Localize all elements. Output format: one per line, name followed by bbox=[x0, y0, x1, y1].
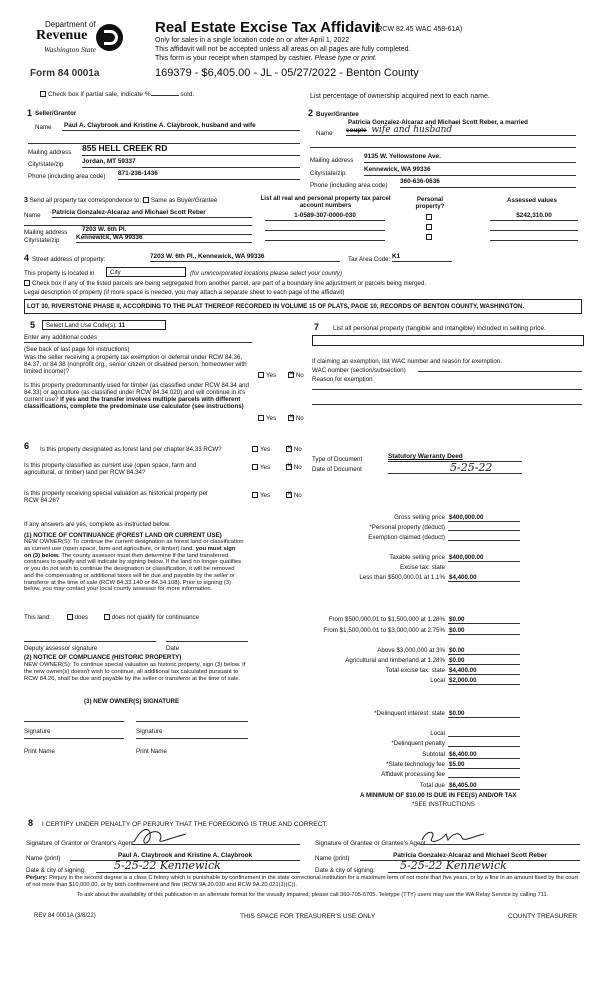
doc-date-label: Date of Document bbox=[312, 466, 362, 473]
gross-value[interactable]: $400,000.00 bbox=[448, 514, 520, 522]
buyer-name-line1: Patricia Gonzalez-Alcaraz and Michael Scott Reber, a married bbox=[348, 119, 528, 126]
footer-county-treasurer: COUNTY TREASURER bbox=[508, 913, 578, 920]
tier2-value[interactable]: $0.00 bbox=[448, 616, 520, 624]
additional-codes-field[interactable] bbox=[24, 338, 252, 343]
grantor-sig-label: Signature of Grantor or Grantor's Agent bbox=[26, 840, 134, 847]
perjury-notice: Perjury: Perjury in the second degree is a class C felony which is punishable by confinement in the state correctional institution for a maximum term of not more than five years, or by a fine in an amount fixed by the court of not more than $10,000.00, or by both confinement and fine (RCW 9A.20.030 and RCW 9A.20.021(1)(C)). bbox=[26, 875, 578, 888]
total-state-row: Total excise tax: state $4,400.00 bbox=[300, 667, 520, 675]
current-use-yes-checkbox[interactable] bbox=[252, 464, 258, 470]
ada-notice: To ask about the availability of this publication in an alternate format for the visually impaired, please call 360-705-6705. Teletype (TTY) users may use the WA Relay Service by calling 711. bbox=[76, 892, 549, 898]
section-4-number: 4 bbox=[24, 253, 30, 263]
total-state-value[interactable]: $4,400.00 bbox=[448, 667, 520, 675]
gross-row: Gross selling price $400,000.00 bbox=[300, 514, 520, 522]
buyer-phone-field[interactable]: 360-636-0636 bbox=[400, 178, 576, 188]
notice-1-title: (1) NOTICE OF CONTINUANCE (FOREST LAND OR CURRENT USE) bbox=[24, 532, 222, 539]
excise-state-row: Excise tax: state bbox=[399, 564, 445, 571]
corr-city-field[interactable]: Kennewick, WA 99336 bbox=[76, 234, 252, 243]
local2-value[interactable] bbox=[448, 730, 520, 737]
timber-yes-checkbox[interactable] bbox=[258, 415, 264, 421]
seller-phone-label: Phone (including area code) bbox=[28, 173, 106, 180]
personal-checkbox-3[interactable] bbox=[426, 234, 432, 240]
additional-codes-label: Enter any additional codes bbox=[24, 334, 97, 341]
buyer-title: Buyer/Grantee bbox=[316, 111, 359, 118]
section-5-number: 5 bbox=[30, 320, 36, 330]
current-use-question: Is this property classified as current use (open space, farm and agricultural, or timber) land per RCW 84.34? bbox=[24, 462, 197, 477]
assessed-field-3[interactable] bbox=[490, 234, 578, 241]
personal-property-field[interactable] bbox=[312, 335, 584, 346]
parcel-field-3[interactable] bbox=[265, 234, 385, 241]
grantee-signature-scribble bbox=[418, 826, 488, 848]
rcw-reference: (RCW 82.45 WAC 458-61A) bbox=[375, 26, 463, 33]
tier4-row: Above $3,000,000 at 3% $0.00 bbox=[300, 647, 520, 655]
delinq-penalty-value[interactable] bbox=[448, 740, 520, 747]
ag-row: Agricultural and timberland at 1.28% $0.00 bbox=[300, 657, 520, 665]
minimum-note: A MINIMUM OF $10.00 IS DUE IN FEE(S) AND/OR TAX bbox=[360, 792, 517, 799]
subtitle-2: This affidavit will not be accepted unless all areas on all pages are fully completed. bbox=[155, 46, 411, 53]
current-use-answers: Yes ✕ No bbox=[252, 464, 302, 471]
buyer-name-label: Name bbox=[316, 130, 333, 137]
deputy-label: Deputy assessor signature bbox=[24, 645, 98, 652]
grantor-signature-scribble bbox=[130, 824, 190, 848]
subtitle-1: Only for sales in a single location code on or after April 1, 2022 bbox=[155, 37, 350, 44]
forest-no-checkbox[interactable] bbox=[286, 446, 292, 452]
local-value[interactable]: $2,000.00 bbox=[448, 677, 520, 685]
subtitle-3: This form is your receipt when stamped by cashier. Please type or print. bbox=[155, 55, 377, 62]
washington-state-text: Washington State bbox=[44, 45, 97, 54]
buyer-city-field[interactable]: Kennewick, WA 99336 bbox=[364, 166, 576, 176]
affidavit-fee-value[interactable] bbox=[448, 771, 520, 778]
partial-sale-row: Check box if partial sale, indicate % sold. bbox=[40, 91, 194, 98]
personal-deduct-value[interactable] bbox=[448, 524, 520, 531]
seller-name-field[interactable]: Paul A. Claybrook and Kristine A. Claybrook, husband and wife bbox=[62, 122, 300, 131]
corr-blank-line[interactable] bbox=[24, 219, 252, 226]
personal-deduct-row: *Personal property (deduct) bbox=[300, 524, 520, 531]
tax-area-field[interactable]: K1 bbox=[392, 253, 452, 262]
signature-label-1: Signature bbox=[24, 728, 51, 735]
personal-property-heading: Personal property? bbox=[415, 196, 445, 211]
location-select[interactable]: City bbox=[106, 267, 186, 277]
legal-description-field[interactable]: LOT 30, RIVERSTONE PHASE II, ACCORDING TO THE PLAT THEREOF RECORDED IN VOLUME 15 OF PLATS, PAGE 10, RECORDS OF BENTON COUNTY, WASHINGTON. bbox=[24, 299, 582, 314]
tier3-row: From $1,500,000.01 to $3,000,000 at 2.75% $0.00 bbox=[300, 627, 520, 635]
grantor-name-field[interactable]: Paul A. Claybrook and Kristine A. Claybrook bbox=[70, 852, 300, 861]
historic-no-checkbox[interactable] bbox=[286, 492, 292, 498]
personal-property-label: List all personal property (tangible and intangible) included in selling price. bbox=[333, 325, 546, 332]
revenue-text: Revenue bbox=[36, 28, 88, 43]
taxable-row: Taxable selling price $400,000.00 bbox=[300, 554, 520, 562]
tax-area-label: Tax Area Code: bbox=[348, 256, 391, 263]
certify-text: I CERTIFY UNDER PENALTY OF PERJURY THAT THE FOREGOING IS TRUE AND CORRECT. bbox=[42, 821, 328, 828]
grantee-name-field[interactable]: Patricia Gonzalez-Alcaraz and Michael Scott Reber bbox=[360, 852, 580, 861]
parcel-heading: List all real and personal property tax parcel account numbers bbox=[260, 195, 391, 210]
tier4-value[interactable]: $0.00 bbox=[448, 647, 520, 655]
section-8-number: 8 bbox=[28, 818, 34, 828]
reason-line-1[interactable] bbox=[312, 383, 582, 390]
doc-date-field[interactable]: 5-25-22 bbox=[388, 462, 522, 474]
delinq-state-row: *Delinquent interest: state $0.00 bbox=[300, 710, 520, 718]
assessor-signature-field[interactable] bbox=[24, 636, 156, 642]
parcel-field-1[interactable]: 1-0589-307-0000-030 bbox=[265, 212, 385, 221]
doc-type-field[interactable]: Statutory Warranty Deed bbox=[388, 453, 522, 462]
personal-checkboxes bbox=[426, 213, 434, 243]
subtotal-value[interactable]: $6,400.00 bbox=[448, 751, 520, 759]
seller-name-label: Name bbox=[35, 124, 52, 131]
grantee-name-label: Name (print) bbox=[315, 855, 350, 862]
exemption-deduct-row: Exemption claimed (deduct) bbox=[300, 534, 520, 541]
timber-question: Is this property predominantly used for timber (as classified under RCW 84.34 and 84.33) or agriculture (as classified under RCW 84.34.020) and will continue in it's current use? If yes and the transfer involves multiple parcels with different classifications, complete the predominate use calculator (see instructions) bbox=[24, 382, 249, 411]
segregation-checkbox[interactable] bbox=[24, 280, 30, 286]
owner-print-line-1[interactable] bbox=[24, 734, 124, 739]
buyer-mail-label: Mailing address bbox=[310, 157, 354, 164]
buyer-phone-label: Phone (including area code) bbox=[310, 182, 388, 189]
located-note: (for unincorporated locations please select your county) bbox=[190, 270, 343, 277]
buyer-name-field[interactable]: couple wife and husband bbox=[346, 125, 576, 136]
grantor-name-label: Name (print) bbox=[26, 855, 61, 862]
signature-label-2: Signature bbox=[136, 728, 163, 735]
timber-answers: Yes ✕ No bbox=[258, 415, 304, 422]
seller-phone-field[interactable]: 871-236-1436 bbox=[118, 170, 300, 180]
corr-name-label: Name bbox=[24, 212, 41, 219]
assessed-field-1[interactable]: $242,310.00 bbox=[490, 212, 578, 221]
notice-1-body: NEW OWNER(S): To continue the current designation as forest land or classification as current use (open space, farm and agriculture, or timber) land, you must sign on (3) below. The county assessor must then determine if the land transferred continues to qualify and will indicate by signing below. If the land no longer qualifies or you do not wish to continue the designation or classification, it will be removed and the compensating or additional taxes will be due and payable by the seller or transferor at the time of sale (RCW 84.33.140 or 84.34.108). Prior to signing (3) below, you may contact your local county assessor for more information. bbox=[24, 539, 244, 593]
tier1-row: Less than $500,000.01 at 1.1% $4,400.00 bbox=[300, 574, 520, 582]
timber-no-checkbox[interactable] bbox=[288, 415, 294, 421]
total-due-row: Total due $6,405.00 bbox=[300, 782, 520, 790]
grantor-date-label: Date & city of signing: bbox=[26, 867, 86, 874]
segregation-row: Check box if any of the listed parcels are being segregated from another parcel, are part of a boundary line adjustment or parcels being merged. bbox=[24, 280, 426, 287]
corr-city-label: City/state/zip bbox=[24, 237, 60, 244]
taxable-value[interactable]: $400,000.00 bbox=[448, 554, 520, 562]
any-yes-note: If any answers are yes, complete as instructed below. bbox=[24, 521, 171, 528]
exemption-deduct-value[interactable] bbox=[448, 534, 520, 541]
street-label: Street address of property: bbox=[32, 256, 106, 263]
forest-answers: Yes ✕ No bbox=[252, 446, 302, 453]
seller-mail-field[interactable]: 855 HELL CREEK RD bbox=[82, 144, 300, 156]
forest-question: Is this property designated as forest land per chapter 84.33 RCW? bbox=[40, 446, 222, 453]
tech-fee-value[interactable]: $5.00 bbox=[448, 761, 520, 769]
assessed-heading: Assessed values bbox=[507, 197, 557, 204]
grantee-sig-label: Signature of Grantee or Grantee's Agent bbox=[315, 840, 426, 847]
exemption-answers: Yes ✕ No bbox=[258, 372, 304, 379]
dept-of-text: Department of bbox=[45, 20, 96, 29]
local2-row: Local bbox=[300, 730, 520, 737]
same-as-buyer-checkbox[interactable] bbox=[143, 197, 149, 203]
section-6-number: 6 bbox=[24, 441, 30, 451]
cashier-stamp: 169379 - $6,405.00 - JL - 05/27/2022 - Benton County bbox=[155, 67, 419, 79]
historic-answers: Yes ✕ No bbox=[252, 492, 302, 499]
footer-treasurer-use: THIS SPACE FOR TREASURER'S USE ONLY bbox=[240, 913, 376, 920]
tech-fee-row: *State technology fee $5.00 bbox=[300, 761, 520, 769]
grantee-date-label: Date & city of signing: bbox=[315, 867, 375, 874]
total-due-value[interactable]: $6,405.00 bbox=[448, 782, 520, 790]
section-2-number: 2 bbox=[308, 108, 314, 118]
print-name-label-2: Print Name bbox=[136, 748, 167, 755]
section-1-number: 1 bbox=[27, 108, 33, 118]
located-label: This property is located in bbox=[24, 270, 95, 277]
buyer-blank-line[interactable] bbox=[310, 140, 576, 148]
personal-checkbox-1[interactable] bbox=[426, 214, 432, 220]
tier3-value[interactable]: $0.00 bbox=[448, 627, 520, 635]
does-qualify-checkbox[interactable] bbox=[67, 614, 73, 620]
ownership-note: List percentage of ownership acquired next to each name. bbox=[310, 93, 490, 100]
assessed-field-2[interactable] bbox=[490, 224, 578, 231]
section-7-number: 7 bbox=[314, 322, 320, 332]
reason-label: Reason for exemption bbox=[312, 376, 373, 383]
notice-2-body: NEW OWNER(S): To continue special valuation as historic property, sign (3) below. If the new owner(s) doesn't wish to continue, all additional tax calculated pursuant to RCW 84.26, shall be due and payable by the seller or transferor at the time of sale. bbox=[24, 662, 246, 682]
seller-city-field[interactable]: Jordan, MT 59337 bbox=[82, 158, 300, 168]
corr-mail-label: Mailing address bbox=[24, 229, 68, 236]
tier2-row: From $500,000.01 to $1,500,000 at 1.28% $0.00 bbox=[300, 616, 520, 624]
historic-question: Is this property receiving special valuation as historical property per RCW 84.26? bbox=[24, 490, 208, 505]
deputy-date-label: Date bbox=[166, 645, 180, 652]
seller-title: Seller/Grantor bbox=[35, 110, 77, 117]
form-title: Real Estate Excise Tax Affidavit bbox=[155, 19, 381, 36]
form-number: Form 84 0001a bbox=[30, 68, 100, 79]
exemption-no-checkbox[interactable] bbox=[288, 372, 294, 378]
see-instructions-note: (See back of last page for instructions) bbox=[24, 346, 130, 353]
wac-field[interactable] bbox=[418, 365, 582, 372]
notice-2-title: (2) NOTICE OF COMPLIANCE (HISTORIC PROPERTY) bbox=[24, 654, 182, 661]
footer-rev: REV 84 0001A (3/8/22) bbox=[34, 913, 96, 919]
personal-checkbox-2[interactable] bbox=[426, 224, 432, 230]
reason-line-2[interactable] bbox=[312, 398, 582, 405]
grantor-date-field[interactable]: 5-25-22 Kennewick bbox=[96, 860, 300, 873]
street-field[interactable]: 7203 W. 6th Pl., Kennewick, WA 99336 bbox=[150, 253, 340, 262]
exemption-claim-label: If claiming an exemption, list WAC number and reason for exemption. bbox=[312, 358, 502, 365]
print-name-label-1: Print Name bbox=[24, 748, 55, 755]
parcel-field-2[interactable] bbox=[265, 224, 385, 231]
current-use-no-checkbox[interactable] bbox=[286, 464, 292, 470]
this-land-row: This land: does does not qualify for continuance bbox=[24, 614, 200, 621]
wac-label: WAC number (section/subsection) bbox=[312, 367, 406, 374]
land-use-select[interactable]: Select Land Use Code(s): 11 bbox=[42, 320, 166, 330]
owner-sig-line-2[interactable] bbox=[136, 716, 248, 722]
subtotal-row: Subtotal $6,400.00 bbox=[300, 751, 520, 759]
seller-city-label: City/state/zip bbox=[28, 161, 64, 168]
revenue-logo bbox=[30, 20, 130, 64]
affidavit-fee-row: Affidavit processing fee bbox=[300, 771, 520, 778]
exemption-yes-checkbox[interactable] bbox=[258, 372, 264, 378]
buyer-mail-field[interactable]: 9135 W. Yellowstone Ave. bbox=[364, 153, 576, 163]
owner-sig-line-1[interactable] bbox=[24, 716, 124, 722]
doc-type-label: Type of Document bbox=[312, 456, 363, 463]
see-instructions: *SEE INSTRUCTIONS bbox=[412, 801, 475, 808]
corr-mail-field[interactable]: 7203 W. 6th Pl. bbox=[82, 226, 252, 235]
notice-3-title: (3) NEW OWNER(S) SIGNATURE bbox=[84, 698, 180, 705]
does-not-qualify-checkbox[interactable] bbox=[104, 614, 110, 620]
section-3-header: 3 Send all property tax correspondence to: Same as Buyer/Grantee bbox=[24, 197, 218, 204]
buyer-city-label: City/state/zip bbox=[310, 170, 346, 177]
delinq-state-value[interactable]: $0.00 bbox=[448, 710, 520, 718]
owner-print-line-2[interactable] bbox=[136, 734, 248, 739]
tier1-value[interactable]: $4,400.00 bbox=[448, 574, 520, 582]
historic-yes-checkbox[interactable] bbox=[252, 492, 258, 498]
corr-name-field[interactable]: Patricia Gonzalez-Alcaraz and Michael Scott Reber bbox=[52, 209, 252, 218]
assessor-date-field[interactable] bbox=[166, 636, 248, 642]
dor-logo-icon bbox=[96, 24, 123, 51]
partial-sale-checkbox[interactable] bbox=[40, 91, 46, 97]
exemption-question: Was the seller receiving a property tax exemption or deferral under RCW 84.36, 84.37, or 84.38 (nonprofit org., senior citizen or disabled person, homeowner with limited income)? bbox=[24, 354, 247, 376]
grantee-date-field[interactable]: 5-25-22 Kennewick bbox=[388, 860, 580, 873]
local-row: Local $2,000.00 bbox=[300, 677, 520, 685]
seller-mail-label: Mailing address bbox=[28, 149, 72, 156]
legal-label: Legal description of property (if more space is needed, you may attach a separate sheet to each page of the affidavit) bbox=[24, 289, 345, 296]
ag-value[interactable]: $0.00 bbox=[448, 657, 520, 665]
delinq-penalty-row: *Delinquent penalty bbox=[300, 740, 520, 747]
forest-yes-checkbox[interactable] bbox=[252, 446, 258, 452]
